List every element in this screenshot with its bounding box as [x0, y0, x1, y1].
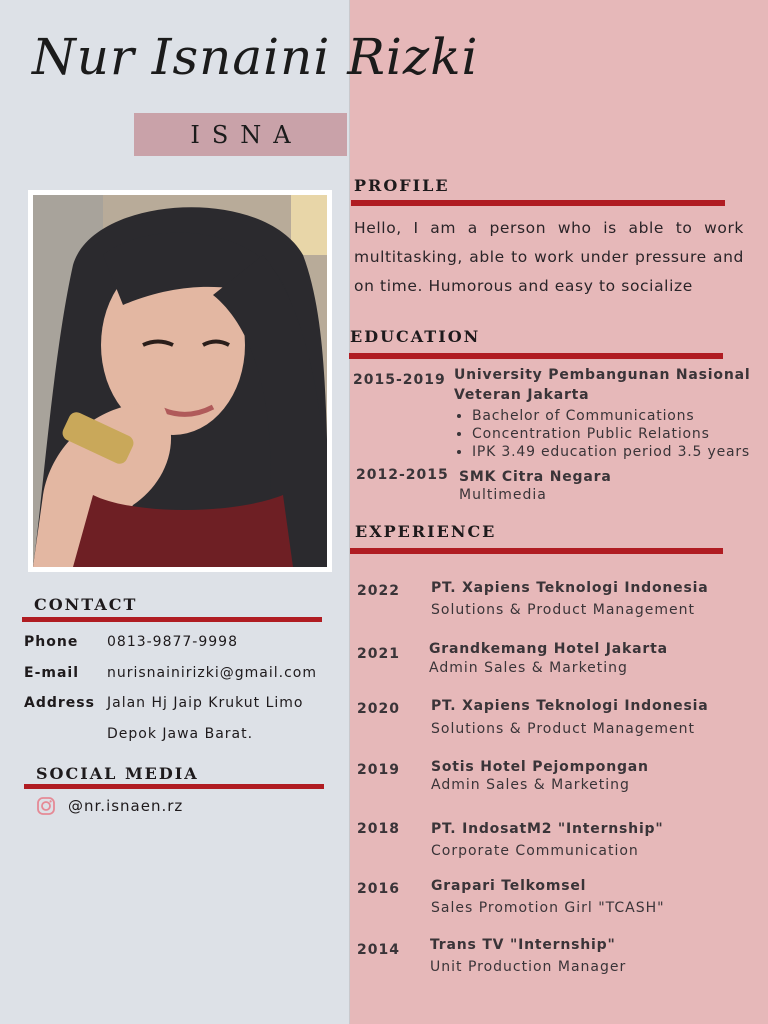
profile-photo-frame	[28, 190, 332, 572]
instagram-icon	[36, 796, 56, 816]
school-name-line2: Veteran Jakarta	[454, 387, 590, 403]
education-divider	[349, 353, 723, 359]
experience-role: Unit Production Manager	[430, 959, 627, 975]
experience-company: Trans TV "Internship"	[430, 937, 616, 953]
experience-year: 2019	[357, 762, 400, 778]
experience-heading: EXPERIENCE	[355, 522, 497, 541]
education-bullets	[454, 407, 750, 461]
nickname: ISNA	[190, 120, 303, 149]
phone-label: Phone	[24, 634, 79, 650]
experience-company: PT. IndosatM2 "Internship"	[431, 821, 664, 837]
email-value: nurisnainirizki@gmail.com	[107, 665, 318, 681]
address-line2: Depok Jawa Barat.	[107, 726, 254, 742]
education-years: 2015-2019	[353, 372, 446, 388]
experience-company: Grandkemang Hotel Jakarta	[429, 641, 668, 657]
school-name-line1: University Pembangunan Nasional	[454, 367, 751, 383]
education-years: 2012-2015	[356, 467, 449, 483]
experience-role: Solutions & Product Management	[431, 721, 695, 737]
list-item: • IPK 3.49 education period 3.5 years	[472, 443, 750, 461]
experience-year: 2022	[357, 583, 400, 599]
contact-divider	[22, 617, 322, 622]
experience-company: PT. Xapiens Teknologi Indonesia	[431, 698, 709, 714]
education-detail: Multimedia	[459, 487, 547, 503]
experience-year: 2018	[357, 821, 400, 837]
experience-role: Corporate Communication	[431, 843, 639, 859]
education-school: SMK Citra Negara	[459, 469, 612, 485]
profile-text: Hello, I am a person who is able to work multitasking, able to work under pressure and on time. Humorous and easy to socialize	[354, 219, 744, 295]
full-name: Nur Isnaini Rizki	[32, 28, 479, 86]
address-label: Address	[24, 695, 95, 711]
experience-year: 2020	[357, 701, 400, 717]
email-label: E-mail	[24, 665, 80, 681]
experience-company: Grapari Telkomsel	[431, 878, 587, 894]
portrait-illustration	[33, 195, 327, 567]
right-column-background	[349, 0, 768, 1024]
profile-photo	[33, 195, 327, 567]
list-item: • Bachelor of Communications	[472, 407, 750, 425]
education-heading: EDUCATION	[350, 327, 481, 346]
experience-company: Sotis Hotel Pejompongan	[431, 759, 649, 775]
profile-divider	[351, 200, 725, 206]
social-media-heading: SOCIAL MEDIA	[36, 764, 199, 783]
experience-divider	[350, 548, 723, 554]
social-divider	[24, 784, 324, 789]
experience-role: Solutions & Product Management	[431, 602, 695, 618]
experience-role: Admin Sales & Marketing	[431, 777, 630, 793]
contact-heading: CONTACT	[34, 595, 138, 614]
instagram-handle: @nr.isnaen.rz	[68, 797, 184, 815]
experience-company: PT. Xapiens Teknologi Indonesia	[431, 580, 709, 596]
experience-role: Sales Promotion Girl "TCASH"	[431, 900, 665, 916]
experience-role: Admin Sales & Marketing	[429, 660, 628, 676]
education-school	[454, 365, 750, 405]
experience-year: 2014	[357, 942, 400, 958]
phone-value: 0813-9877-9998	[107, 634, 238, 650]
experience-year: 2021	[357, 646, 400, 662]
list-item: • Concentration Public Relations	[472, 425, 750, 443]
nickname-banner	[134, 113, 347, 156]
address-line1: Jalan Hj Jaip Krukut Limo	[107, 695, 304, 711]
experience-year: 2016	[357, 881, 400, 897]
profile-heading: PROFILE	[354, 176, 450, 195]
